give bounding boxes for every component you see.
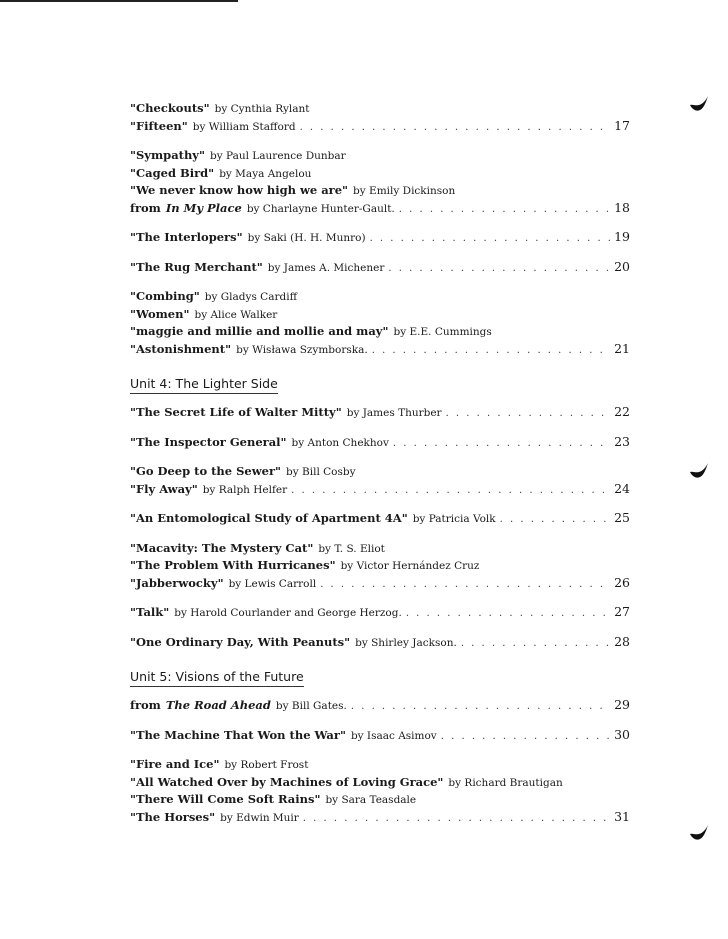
entry-author: by E.E. Cummings [393,326,492,338]
entry-title: "Fly Away" [130,481,198,496]
toc-entry [130,100,630,118]
toc-entry [130,791,630,809]
entry-author: by Saki (H. H. Munro) [247,232,366,244]
table-of-contents [130,100,630,838]
entry-author: by Richard Brautigan [448,776,563,789]
checkmark-icon [688,94,710,116]
toc-entry [130,306,630,324]
page-number: 31 [614,808,630,824]
unit-5-heading: Unit 5: Visions of the Future [130,669,304,687]
toc-entry [130,481,630,500]
dot-leader [388,261,610,278]
entry-title: "Caged Bird" [130,165,215,180]
entry-title: "Go Deep to the Sewer" [130,464,282,478]
dot-leader [372,343,610,360]
entry-author: by Alice Walker [194,308,278,321]
dot-leader [461,636,610,653]
toc-group [130,463,630,499]
page-number: 24 [614,480,630,496]
page-number: 17 [614,117,630,133]
entry-author: by Isaac Asimov [350,729,437,742]
page-number: 29 [614,697,630,712]
entry-author: by Cynthia Rylant [214,103,310,115]
dot-leader [441,729,610,746]
toc-entry [130,165,630,183]
entry-title: "An Entomological Study of Apartment 4A" [130,511,408,525]
entry-author: by T. S. Eliot [318,542,385,555]
dot-leader [393,436,610,453]
top-rule [0,0,238,2]
entry-title: "All Watched Over by Machines of Loving Grace" [130,774,444,789]
entry-author: by Sara Teasdale [325,794,417,806]
toc-group [130,147,630,218]
entry-title: "The Inspector General" [130,434,287,449]
toc-entry [130,540,630,558]
entry-author: by William Stafford [192,120,296,133]
entry-title: "The Horses" [130,809,216,824]
toc-group [130,259,630,278]
entry-title: "The Machine That Won the War" [130,727,346,742]
entry-title: In My Place [165,200,242,215]
unit-4-heading: Unit 4: The Lighter Side [130,376,278,394]
entry-title: "Macavity: The Mystery Cat" [130,540,314,555]
dot-leader [500,512,610,529]
toc-entry [130,774,630,792]
toc-entry [130,118,630,137]
entry-title: "We never know how high we are" [130,183,349,197]
entry-title: "Fire and Ice" [130,757,220,771]
entry-author: by Victor Hernández Cruz [340,560,480,572]
toc-entry [130,557,630,575]
dot-leader [370,231,611,248]
entry-author: by Patricia Volk [412,513,496,525]
toc-group [130,434,630,453]
page-number: 27 [614,604,630,619]
toc-group [130,288,630,359]
entry-prefix: from [130,698,161,712]
toc-entry [130,463,630,481]
toc-entry [130,288,630,306]
page-number: 20 [614,258,630,274]
unit-4-section [130,370,630,652]
toc-entry [130,809,630,828]
unit-5-section [130,663,630,827]
toc-entry [130,259,630,278]
entry-title: "Combing" [130,289,200,303]
entry-author: by Gladys Cardiff [204,291,298,303]
toc-entry [130,200,630,219]
entry-title: "There Will Come Soft Rains" [130,792,321,806]
toc-group [130,634,630,653]
dot-leader [399,202,610,219]
toc-group [130,756,630,827]
toc-entry [130,604,630,623]
entry-author: by Emily Dickinson [353,185,456,197]
toc-entry [130,634,630,653]
dot-leader [351,699,610,716]
toc-entry [130,510,630,529]
entry-title: "Talk" [130,605,170,619]
entry-author: by Paul Laurence Dunbar [210,150,346,162]
toc-group [130,697,630,716]
dot-leader [406,606,610,623]
entry-author: by Harold Courlander and George Herzog. [174,607,402,619]
entry-prefix: from [130,200,161,215]
entry-author: by James Thurber [346,407,442,419]
unit-5-entries [130,697,630,827]
entry-author: by Bill Gates. [275,700,347,712]
toc-group [130,540,630,594]
toc-entry [130,323,630,341]
entry-title: The Road Ahead [165,698,271,712]
entry-title: "Fifteen" [130,118,188,133]
entry-title: "The Interlopers" [130,230,243,244]
entry-author: by Wisława Szymborska. [236,343,368,356]
top-sections [130,100,630,359]
toc-group [130,100,630,136]
checkmark-icon [688,823,710,845]
entry-title: "Checkouts" [130,101,210,115]
page-number: 25 [614,510,630,525]
entry-author: by Maya Angelou [219,167,312,180]
page-number: 19 [614,229,630,244]
toc-entry [130,434,630,453]
entry-author: by Edwin Muir [220,811,299,824]
dot-leader [291,483,610,500]
entry-title: "The Secret Life of Walter Mitty" [130,405,342,419]
entry-author: by Ralph Helfer [202,483,288,496]
entry-author: by Charlayne Hunter-Gault. [246,202,395,215]
page-number: 30 [614,726,630,742]
entry-title: "The Rug Merchant" [130,259,263,274]
entry-title: "Jabberwocky" [130,575,224,590]
toc-entry [130,727,630,746]
toc-group [130,229,630,248]
dot-leader [320,577,610,594]
entry-title: "One Ordinary Day, With Peanuts" [130,634,351,649]
unit-4-entries [130,404,630,652]
dot-leader [303,811,610,828]
toc-group [130,404,630,423]
entry-author: by Bill Cosby [286,466,356,478]
entry-title: "maggie and millie and mollie and may" [130,324,389,338]
toc-entry [130,229,630,248]
toc-entry [130,147,630,165]
toc-entry [130,341,630,360]
entry-title: "Astonishment" [130,341,232,356]
entry-author: by Robert Frost [224,759,309,771]
entry-author: by Lewis Carroll [228,577,317,590]
entry-author: by James A. Michener [267,261,385,274]
page-number: 28 [614,633,630,649]
toc-group [130,727,630,746]
toc-entry [130,756,630,774]
page-number: 23 [614,433,630,449]
toc-entry [130,404,630,423]
entry-author: by Anton Chekhov [291,436,389,449]
entry-author: by Shirley Jackson. [355,636,457,649]
entry-title: "Sympathy" [130,148,205,162]
toc-group [130,510,630,529]
entry-title: "The Problem With Hurricanes" [130,558,336,572]
dot-leader [300,120,611,137]
page-number: 26 [614,574,630,590]
dot-leader [446,406,611,423]
checkmark-icon [688,461,710,483]
toc-group [130,604,630,623]
entry-title: "Women" [130,306,190,321]
toc-entry [130,575,630,594]
page-number: 18 [614,199,630,215]
toc-entry [130,697,630,716]
page-number: 21 [614,340,630,356]
page-number: 22 [614,404,630,419]
toc-entry [130,182,630,200]
